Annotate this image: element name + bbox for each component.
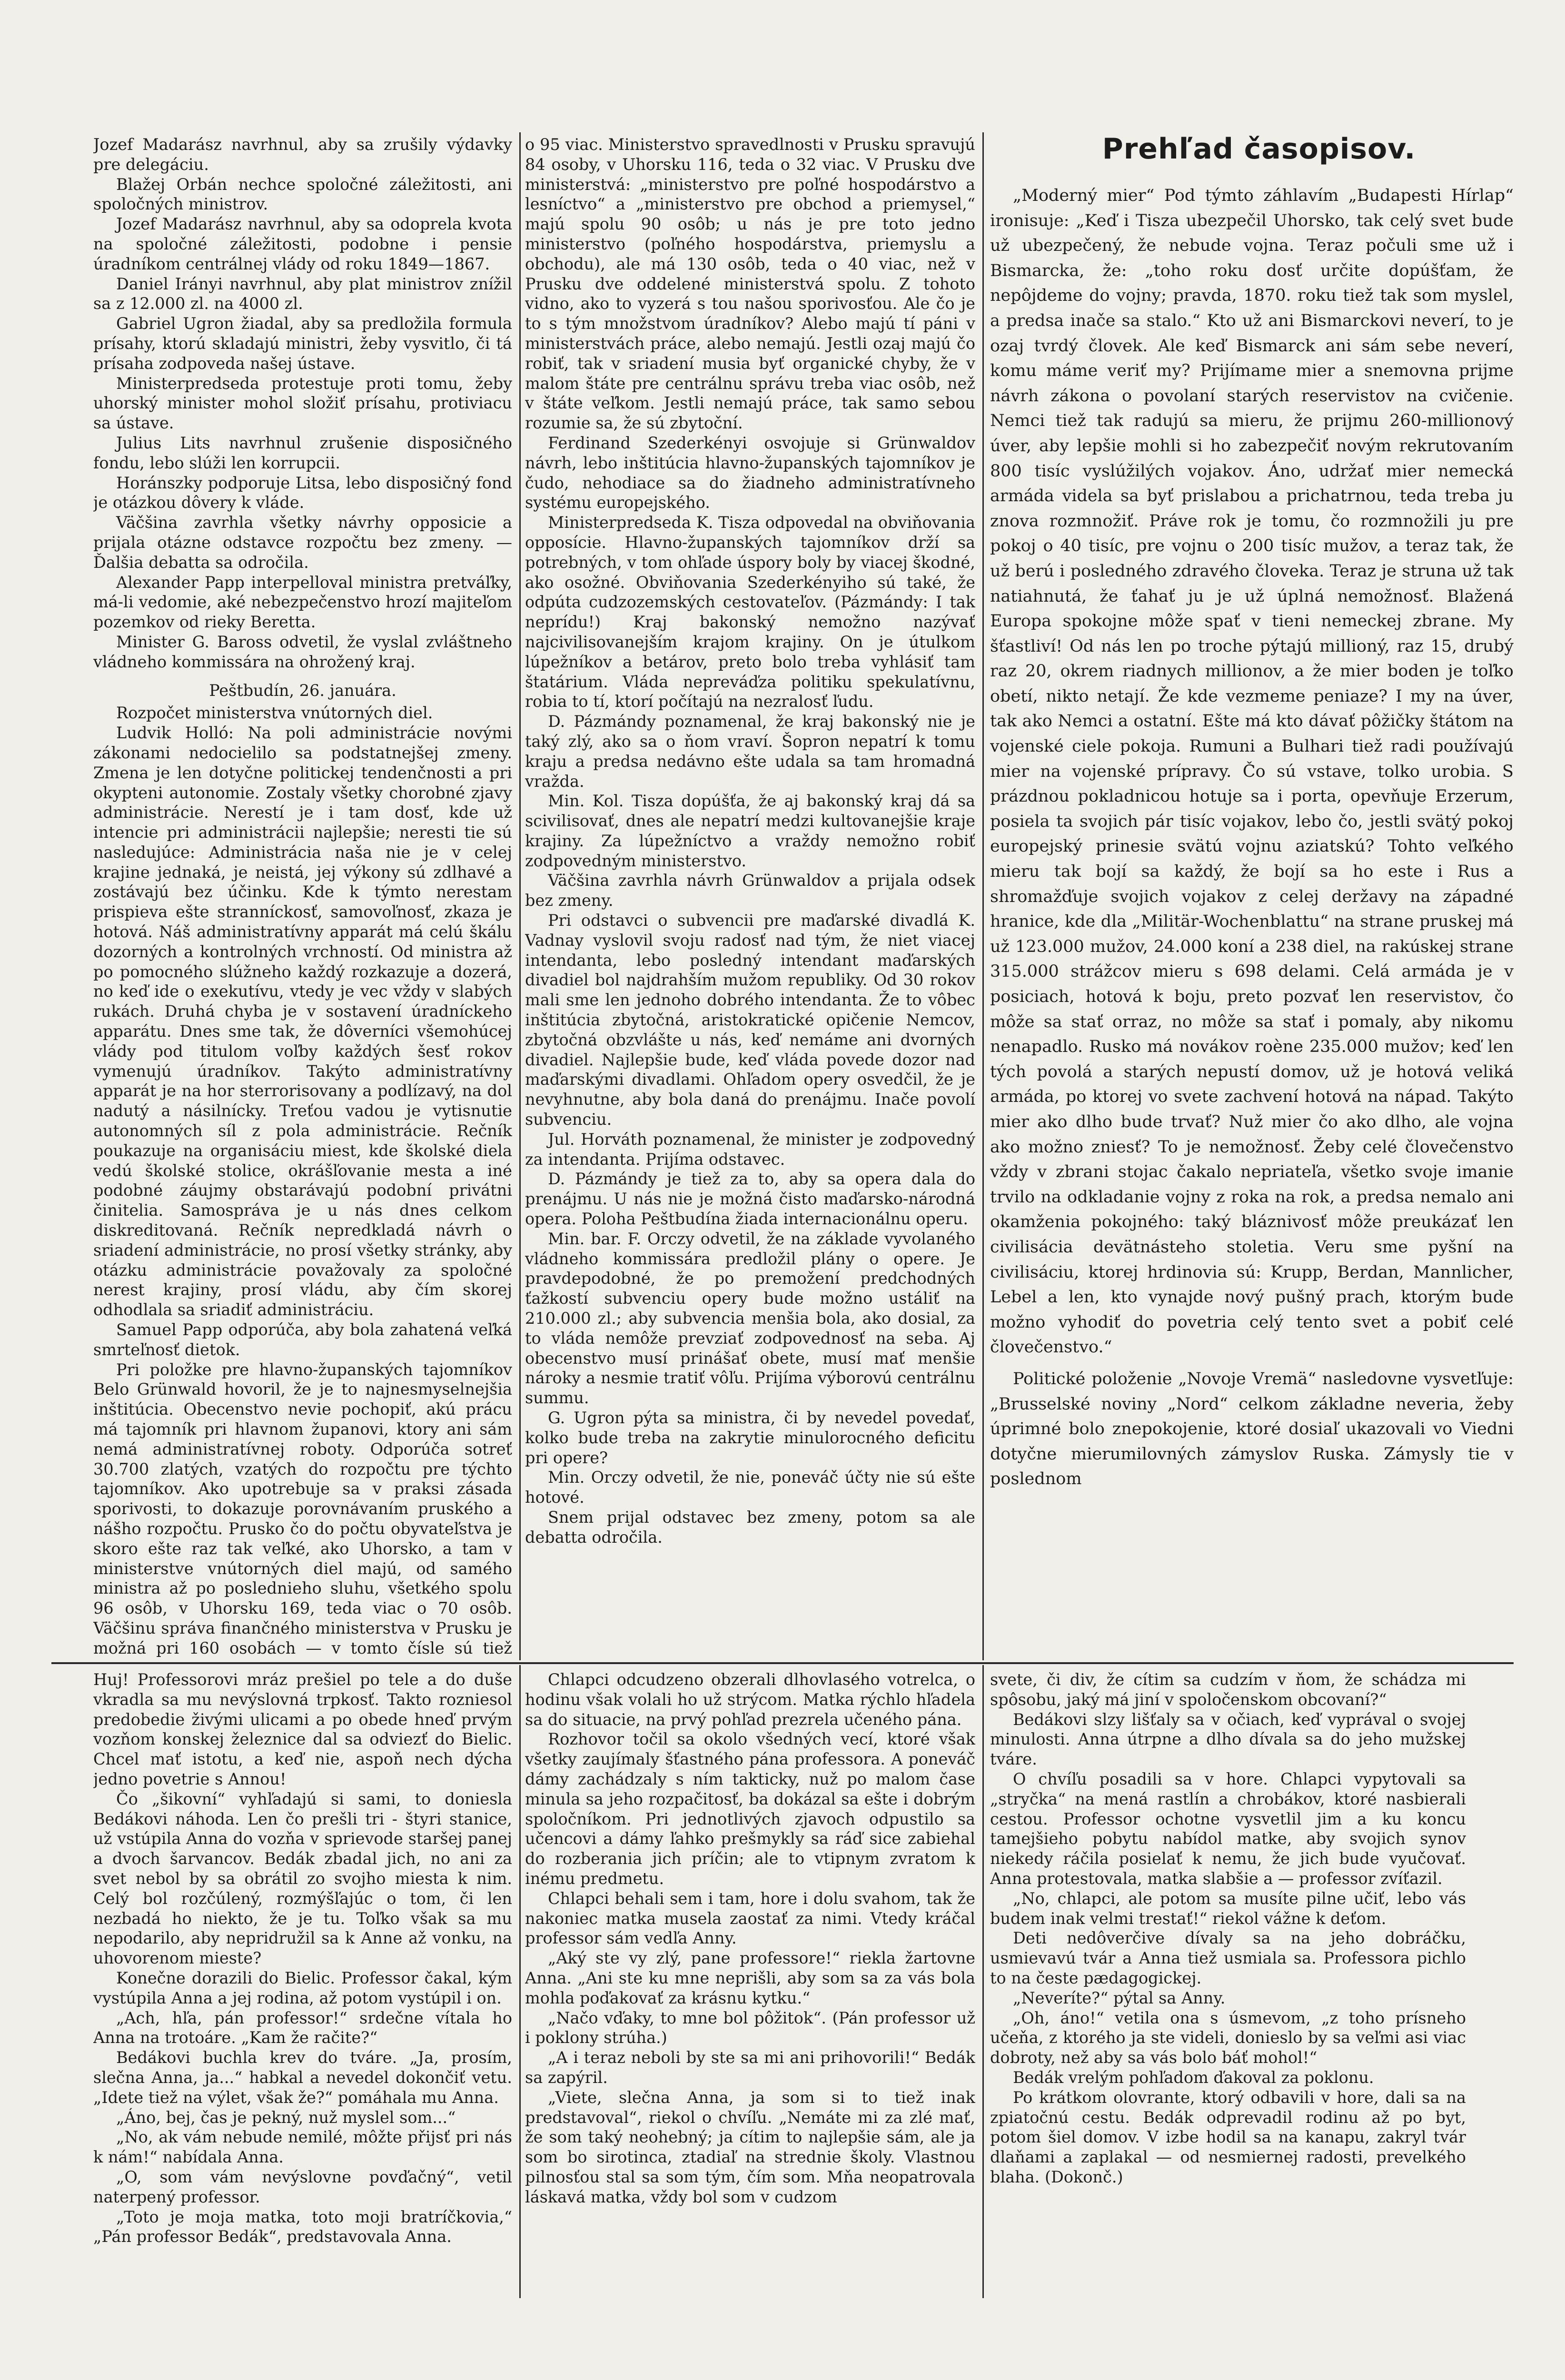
paragraph: „Oh, áno!“ vetila ona s úsmevom, „z toho prísneho učeňa, z ktorého ja ste videli, donieslo by sa veľmi asi viac dobroty, než aby sa vás bolo báť mohol!“	[990, 2008, 1466, 2067]
section-heading: Prehľad časopisov.	[1102, 132, 1416, 166]
feuilleton-column-1	[93, 1670, 512, 2298]
paragraph: „Viete, slečna Anna, ja som si to tiež inak predstavoval“, riekol o chvíľu. „Nemáte mi za zlé mať, že som taký neohebný; ja cítim to najlepšie sám, ale ja som bo sirotinca, ztadiaľ na strednie školy. Vlastnou pilnosťou stal sa som tým, čím som. Mňa neopatrovala láskavá matka, vždy bol som v cudzom	[525, 2088, 975, 2206]
paragraph: „No, chlapci, ale potom sa musíte pilne učiť, lebo vás budem inak velmi trestať!“ riekol vážne k deťom.	[990, 1889, 1466, 1928]
paragraph: Rozhovor točil sa okolo všedných vecí, ktoré však všetky zaujímaly šťastného pána professora. A poneváč dámy zachádzaly s ním takticky, nuž po malom čase minula sa jeho rozpačitosť, ba dokázal sa ešte i dobrým spoločníkom. Pri jednotlivých zjavoch odpustilo sa učencovi a dámy ľahko prešmykly sa ráď sice zabiehal do rozberania jich príčin; ale to vtipnym zvratom k inému predmetu.	[525, 1730, 975, 1888]
paragraph: Samuel Papp odporúča, aby bola zahatená veľká smrteľnosť dietok.	[93, 1320, 512, 1359]
paragraph: D. Pázmándy poznamenal, že kraj bakonský nie je taký zlý, ako sa o ňom vraví. Šopron nepatrí k tomu kraju a predsa nedávno ešte udala sa tam hromadná vražda.	[525, 712, 975, 791]
paragraph: Deti nedôverčive dívaly sa na jeho dobráčku, usmievavú tvár a Anna tiež usmiala sa. Professora pichlo to na česte pædagogickej.	[990, 1929, 1466, 1987]
paragraph: Min. bar. F. Orczy odvetil, že na základe vyvolaného vládneho kommissára predložil plány o opere. Je pravdepodobné, že po premožení predchodných ťažkostí subvenciu opery bude možno ustáliť na 210.000 zl.; aby subvencia menšia bola, ako dosial, za to vláda nemôže prevziať zodpovednosť na seba. Aj obecenstvo musí prinášať obete, musí mať menšie nároky a nesmie tratiť vôľu. Prijíma výborovú centrálnu summu.	[525, 1229, 975, 1408]
paragraph: Bedákovi buchla krev do tváre. „Ja, prosím, slečna Anna, ja...“ habkal a nevedel dokončiť vetu. „Idete tiež na výlet, však že?“ pomáhala mu Anna.	[93, 2048, 512, 2107]
column-rule	[982, 132, 984, 1660]
paragraph: Pri položke pre hlavno-županských tajomníkov Belo Grünwald hovoril, že je to najnesmyselnejšia inštitúcia. Obecenstvo nevie pochopiť, akú prácu má tajomník pri hlavnom županovi, ktory ani sám nemá administratívnej roboty. Odporúča sotreť 30.700 zlatých, vzatých do rozpočtu pre týchto tajomníkov. Ako upotrebuje sa v praksi zásada sporivosti, to dokazuje porovnávaním pruského a nášho rozpočtu. Prusko čo do počtu obyvateľstva je skoro ešte raz tak veľké, ako Uhorsko, a tam v ministerstve vnútorných diel majú, od samého ministra až po poslednieho sluhu, všetkého spolu 96 osôb, v Uhorsku 169, teda viac o 70 osôb. Väčšinu správa finančného ministerstva v Prusku je možná pri 160 osobách — v tomto čísle sú tiež	[93, 1360, 512, 1657]
paragraph: „Načo vďaky, to mne bol pôžitok“. (Pán professor už i poklony strúha.)	[525, 2008, 975, 2047]
paragraph: „Toto je moja matka, toto moji bratríčkovia,“ „Pán professor Bedák“, predstavovala Anna.	[93, 2207, 512, 2246]
paragraph: Konečne dorazili do Bielic. Professor čakal, kým vystúpila Anna a jej rodina, až potom vystúpil i on.	[93, 1968, 512, 2007]
dateline: Peštbudín, 26. januára.	[209, 681, 396, 700]
paragraph: G. Ugron pýta sa ministra, či by nevedel povedať, kolko bude treba na zakrytie minulorocného deficitu pri opere?	[525, 1408, 975, 1467]
paragraph: „Moderný mier“ Pod týmto záhlavím „Budapesti Hírlap“ ironisuje: „Keď i Tisza ubezpečil Uhorsko, tak celý svet bude už ubezpečený, že nebude vojna. Teraz počuli sme už i Bismarcka, že: „toho roku dosť určite dopúšťam, že nepôjdeme do vojny; pravda, 1870. roku tiež tak som myslel, a predsa inače sa stalo.“ Kto už ani Bismarckovi neverí, to je ozaj tvrdý človek. Ale keď Bismarck ani sám sebe neverí, komu máme veriť my? Prijímame mier a snemovna prijme návrh zákona o povolaní starých reservistov na cvičenie. Nemci tiež tak radujú sa mieru, že prijmu 260-millionový úver, aby lepšie mohli si ho zabezpečiť novým rekrutovaním 800 tisíc vyslúžilých vojakov. Áno, udržať mier nemecká armáda videla sa byť prislabou a prichatrnou, teda treba ju znova rozmnožiť. Práve rok je tomu, čo rozmnožili ju pre pokoj o 40 tisíc, pre vojnu o 200 tisíc mužov, a teraz tak, že už berú i posledného zdravého človeka. Teraz je struna už tak natiahnutá, že ťahať ju je už úplná nemožnosť. Blažená Europa spokojne môže spať v tieni nemeckej zbrane. My šťastliví! Od nás len po troche pýtajú millioný, raz 15, drubý raz 20, okrem riadnych millionov, a že mier boden je toľko obetí, nikto netají. Že kde vezmeme peniaze? I my na úver, tak ako Nemci a ostatní. Ešte má kto dávať pôžičky štátom na vojenské ciele pokoja. Rumuni a Bulhari tiež radi používajú mier na vojenské prípravy. Čo sú vstave, tolko urobia. S prázdnou pokladnicou hotuje sa i porta, opevňuje Erzerum, posiela ta svojich pár tisíc vojakov, lebo čo, jestli svätý pokoj europejský prinesie svätú vojnu aziatskú? Tohto veľkého mieru tak bojí sa každý, že bojí sa ho este i Rus a shromažďuje svojich vojakov z celej deržavy na západné hranice, kde dla „Militär-Wochenblattu“ na strane pruskej má už 123.000 mužov, 24.000 koní a 238 diel, na rakúskej strane 315.000 strážcov mieru s 698 delami. Celá armáda je v posiciach, hotová k boju, preto pozvať len reservistov, čo môže sa stať orraz, no môže sa stať i pomaly, aby nikomu nenapadlo. Rusko má novákov roène 235.000 mužov; keď len tých povolá a starých nepustí domov, už je hotová veliká armáda, po ktorej vo svete zachvení hotová na nápad. Takýto mier ako dlho bude trvať? Nuž mier čo ako dlho, ale vojna ako možno zniesť? To je nemožnosť. Žeby celé človečenstvo vždy v zbrani stojac čakalo nepriateľa, všetko svoje imanie trvilo na odkladanie vojny z roka na rok, a predsa nemalo ani okamženia pokojného: taký bláznivosť môže preukázať len civilisácia devätnásteho stoletia. Veru sme pyšní na civilisáciu, ktorej hrdinovia sú: Krupp, Berdan, Mannlicher, Lebel a len, kto vynajde nový pušný prach, ktorým bude možno vyhodiť do povetria celý tento svet a pobiť celé človečenstvo.“	[990, 186, 1514, 1357]
paragraph: Jul. Horváth poznamenal, že minister je zodpovedný za intendanta. Prijíma odstavec.	[525, 1130, 975, 1169]
paragraph: Alexander Papp interpelloval ministra pretváľky, má-li vedomie, aké nebezpečenstvo hrozí majiteľom pozemkov od rieky Berettа.	[93, 573, 512, 632]
paragraph: Chlapci odcudzeno obzerali dlhovlasého votrelca, o hodinu však volali ho už strýcom. Matka rýchlo hľadela sa do situacie, na prvý pohľad prezrela učeného pána.	[525, 1670, 975, 1729]
paragraph: Ministerpredseda protestuje proti tomu, žeby uhorský minister mohol složiť prísahu, protiviacu sa ústave.	[93, 374, 512, 433]
paragraph: Jozef Madarász navrhnul, aby sa zrušily výdavky pre delegáciu.	[93, 135, 512, 174]
paragraph: „No, ak vám nebude nemilé, môžte přijsť pri nás k nám!“ nabídala Anna.	[93, 2128, 512, 2167]
paragraph: Po krátkom olovrante, ktorý odbavili v hore, dali sa na zpiatočnú cestu. Bedák odprevadil rodinu až po byt, potom šiel domov. V izbe hodil sa na kanapu, zakryl tvár dlaňami a zaplakal — od nesmiernej radosti, prevelkého blaha. (Dokonč.)	[990, 2088, 1466, 2186]
article-column-2	[525, 135, 975, 1658]
paragraph: Minister G. Baross odvetil, že vyslal zvláštneho vládneho kommissára na ohrožený kraj.	[93, 632, 512, 671]
paragraph: Horánszky podporuje Litsa, lebo disposičný fond je otázkou dôvery k vláde.	[93, 473, 512, 512]
paragraph: „Aký ste vy zlý, pane professore!“ riekla žartovne Anna. „Ani ste ku mne neprišli, aby som sa za vás bola mohla poďakovať za krásnu kytku.“	[525, 1949, 975, 2007]
paragraph: Snem prijal odstavec bez zmeny, potom sa ale debatta odročila.	[525, 1507, 975, 1547]
paragraph: Väčšina zavrhla návrh Grünwaldov a prijala odsek bez zmeny.	[525, 871, 975, 910]
paragraph: „Ach, hľa, pán professor!“ srdečne vítala ho Anna na trotoáre. „Kam že račite?“	[93, 2008, 512, 2047]
feuilleton-column-3	[990, 1670, 1466, 2298]
paragraph: Huj! Professorovi mráz prešiel po tele a do duše vkradla sa mu nevýslovná trpkosť. Takto rozniesol predobedie živými ulicami a po obede hneď prvým vozňom konskej železnice dal sa odviezť do Bielic. Chcel mať istotu, a keď nie, aspoň nech dýcha jedno povetrie s Annou!	[93, 1670, 512, 1788]
paragraph: „O, som vám nevýslovne povďačný“, vetil naterpený professor.	[93, 2167, 512, 2206]
paragraph: Blažej Orbán nechce spoločné záležitosti, ani spoločných ministrov.	[93, 175, 512, 214]
paragraph: Čo „šikovní“ vyhľadajú si sami, to doniesla Bedákovi náhoda. Len čo prešli tri - štyri stanice, už vstúpila Anna do vozňa v sprievode staršej panej a dvoch šarvancov. Bedák zbadal jich, no ani za svet nebol by sa obrátil zo svojho miesta k nim. Celý bol rozčúlený, rozmýšľajúc o tom, či len nezbadá ho niekto, že je tu. Toľko však sa mu nepodarilo, aby nepridružil sa k Anne až vonku, na uhovorenom mieste?	[93, 1789, 512, 1968]
paragraph: „Áno, bej, čas je pekný, nuž myslel som...“	[116, 2108, 456, 2127]
paragraph: Bedákovi slzy lišťaly sa v očiach, keď vyprával o svojej minulosti. Anna útrpne a dlho dívala sa do jeho mužskej tváre.	[990, 1710, 1466, 1769]
paragraph: Ludvik Holló: Na poli administrácie novými zákonami nedocielilo sa podstatnejšej zmeny. Zmena je len dotyčne politickej tendenčnosti a pri okypteni autonomie. Zostaly všetky chorobné zjavy administrácie. Nerestí je i tam dosť, kde už intencie pri administrácii najlepšie; neresti tie sú nasledujúce: Administrácia naša nie je v celej krajine jednaká, je neistá, jej výkony sú zdlhavé a zostávajú bez účinku. Kde k týmto nerestam prispieva ešte stranníckosť, samovoľnosť, zkaza je hotová. Náš administratívny apparát má celú škálu dozorných a kontrolných vrchností. Od ministra až po pomocného slúžneho každý rozkazuje a dozerá, no keď ide o exekutívu, vtedy je vec vždy v slabých rukách. Druhá chyba je v sostavení úradníckeho apparátu. Dnes sme tak, že dôverníci všemohúcej vlády pod titulom voľby každých šesť rokov vymenujú úradníkov. Takýto administratívny apparát je na hor sterrorisovany a podlízavý, na dol nadutý a násilnícky. Treťou vadou je vytisnutie autonomných síl z pola administrácie. Rečník poukazuje na organisáciu miest, kde školské diela vedú školské stolice, okrášľovanie mesta a iné podobné záujmy obstarávajú podobní privátni činitelia. Samospráva je u nás dnes celkom diskreditovaná. Rečník nepredkladá návrh o sriadení administrácie, no prosí všetky stránky, aby otázku administrácie považovaly za spoločné nerest krajiny, prosí vládu, aby čím skorej odhodlala sa sriadiť administráciu.	[93, 724, 512, 1319]
paragraph: Rozpočet ministerstva vnútorných diel.	[116, 704, 433, 723]
paragraph: Pri odstavci o subvencii pre maďarské divadlá K. Vadnay vyslovil svoju radosť nad tým, že niet viacej intendanta, lebo posledný intendant maďarských divadiel bol najdrahším mužom republiky. Od 30 rokov mali sme len jednoho dobrého intendanta. Že to vôbec inštitúcia zbytočná, aristokratické opičenie Nemcov, zbytočná obzvlášte u nás, keď nemáme ani dvorných divadiel. Najlepšie bude, keď vláda povede dozor nad maďarskými divadlami. Ohľadom opery osvedčil, že je nevyhnutne, aby bola daná do prenájmu. Inače povolí subvenciu.	[525, 911, 975, 1129]
paragraph: Bedák vrelým pohľadom ďakoval za poklonu.	[1013, 2068, 1374, 2087]
article-column-1	[93, 135, 512, 1658]
paragraph: „A i teraz neboli by ste sa mi ani prihovorili!“ Bedák sa zapýril.	[525, 2048, 975, 2087]
article-column-3	[990, 183, 1514, 1659]
paragraph: Daniel Irányi navrhnul, aby plat ministrov znížil sa z 12.000 zl. na 4000 zl.	[93, 274, 512, 313]
feuilleton-rule	[51, 1662, 1514, 1664]
paragraph: svete, či div, že cítim sa cudzím v ňom, že schádza mi spôsobu, jaký má jiní v spoločenskom obcovaní?“	[990, 1670, 1466, 1709]
column-rule	[519, 1665, 521, 2298]
paragraph: Min. Orczy odvetil, že nie, poneváč účty nie sú ešte hotové.	[525, 1468, 975, 1507]
paragraph: Min. Kol. Tisza dopúšťa, že aj bakonský kraj dá sa scivilisovať, dnes ale nepatrí medzi kultovanejšie kraje krajiny. Za lúpežníctvo a vraždy nemožno robiť zodpovedným ministerstvo.	[525, 792, 975, 870]
paragraph: O chvíľu posadili sa v hore. Chlapci vypytovali sa „stryčka“ na mená rastlín a chrobákov, ktoré nasbierali cestou. Professor ochotne vysvetlil jim a ku koncu tamejšieho pobytu nabídol matke, aby svojich synov niekedy ráčila posielať k nemu, že jich bude vyučovať. Anna protestovala, matka slabšie a — professor zvíťazil.	[990, 1769, 1466, 1888]
paragraph: Politické položenie „Novoje Vremä“ nasledovne vysvetľuje: „Brusselské noviny „Nord“ celkom základne neveria, žeby úprimné bolo znepokojenie, ktoré dosiaľ ukazovali vo Viedni dotyčne mierumilovných zámyslov Ruska. Zámysly tie v poslednom	[990, 1369, 1514, 1489]
column-rule	[982, 1665, 984, 2298]
feuilleton-column-2	[525, 1670, 975, 2298]
column-rule	[519, 132, 521, 1660]
paragraph: Ferdinand Szederkényi osvojuje si Grünwaldov návrh, lebo inštitúcia hlavno-županských tajomníkov je čudo, nehodiace sa do žiadneho administratívneho systému europejského.	[525, 433, 975, 512]
paragraph: Ministerpredseda K. Tisza odpovedal na obviňovania opposície. Hlavno-županských tajomníkov drží sa potrebných, v tom ohľade úspory boly by viacej škodné, ako osožné. Obviňovania Szederkényiho sú také, že odpúta cudzozemských cestovateľov. (Pázmándy: I tak neprídu!) Kraj bakonský nemožno nazývať najcivilisovanejším krajom krajiny. On je útulkom lúpežníkov a betárov, preto bolo treba vyhlásiť tam štatárium. Vláda nepreváďza politiku spekulatívnu, robia to tí, ktorí počítajú na nezralosť ľudu.	[525, 513, 975, 711]
paragraph: Chlapci behali sem i tam, hore i dolu svahom, tak že nakoniec matka musela zaostať za nimi. Vtedy kráčal professor sám vedľa Anny.	[525, 1889, 975, 1948]
paragraph: Jozef Madarász navrhnul, aby sa odoprela kvota na spoločné záležitosti, podobne i pensie úradníkom centrálnej vlády od roku 1849—1867.	[93, 215, 512, 273]
paragraph: Gabriel Ugron žiadal, aby sa predložila formula prísahy, ktorú skladajú ministri, žeby vysvitlo, či tá prísaha zodpoveda našej ústave.	[93, 314, 512, 373]
paragraph: Väčšina zavrhla všetky návrhy opposicie a prijala otázne odstavce rozpočtu bez zmeny. — Ďalšia debatta sa odročila.	[93, 513, 512, 572]
paragraph: „Neveríte?“ pýtal sa Anny.	[1013, 1988, 1226, 2007]
paragraph: o 95 viac. Ministerstvo spravedlnosti v Prusku spravujú 84 osoby, v Uhorsku 116, teda o 32 viac. V Prusku dve ministerstvá: „ministerstvo pre poľné hospodárstvo a lesníctvo“ a „ministerstvo pre obchod a priemysel,“ majú spolu 90 osôb; u nás je pre toto jedno ministerstvo (poľného hospodárstva, priemyslu a obchodu), ale má 130 osôb, teda o 40 viac, než v Prusku dve oddelené ministerstvá spolu. Z tohoto vidno, ako to vyzerá s tou našou sporivosťou. Ale čo je to s tým množstvom úradníkov? Alebo majú tí páni v ministerstvách práce, alebo nemajú. Jestli ozaj majú čo robiť, tak v sriadení musia byť organické chyby, že v malom štáte pre centrálnu správu treba viac osôb, než v štáte veľkom. Jestli nemajú práce, tak samo sebou rozumie sa, že sú zbytoční.	[525, 135, 975, 433]
paragraph: D. Pázmándy je tiež za to, aby sa opera dala do prenájmu. U nás nie je možná čisto maďarsko-národná opera. Poloha Peštbudína žiada internacionálnu operu.	[525, 1170, 975, 1229]
paragraph: Julius Lits navrhnul zrušenie disposičného fondu, lebo slúži len korrupcii.	[93, 433, 512, 472]
